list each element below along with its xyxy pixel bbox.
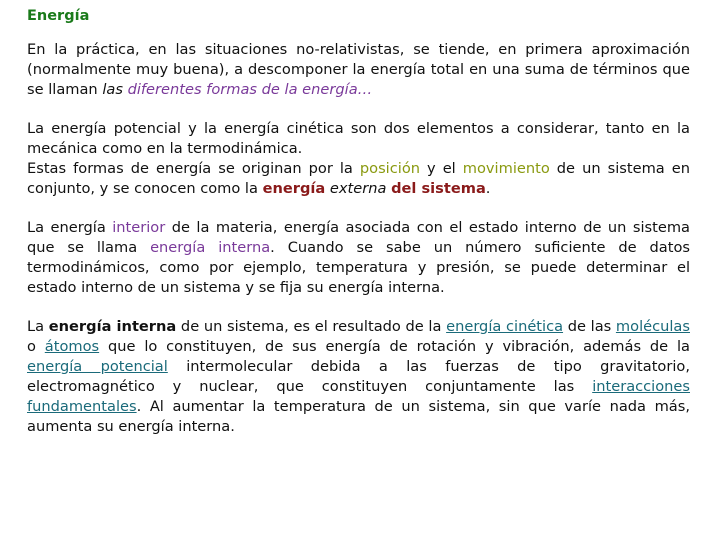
link-moleculas[interactable]: moléculas [615,318,690,335]
p4-energia-interna: energía interna [48,318,177,335]
p4-text-d: de las [563,318,616,335]
link-atomos[interactable]: átomos [44,338,100,355]
p3-text-e: . Cuando se sabe un número suficiente de datos termodinámicos, como por ejemplo, temperatura y presión, se puede determinar el estado interno de un sistema y se fija su energía interna. [27,239,691,296]
paragraph-1 [27,40,690,100]
paragraph-2 [27,119,690,199]
p4-text-h: . Al aumentar la temperatura de un sistema, sin que varíe nada más, aumenta su energía interna. [27,398,690,435]
p4-text-c: de un sistema, es el resultado de la [176,318,447,335]
p2-externa: externa [329,180,387,197]
p3-text-c: de la materia, energía asociada con el estado interno de un sistema que se llama [27,219,691,256]
p2-period: . [485,180,491,197]
p2-movimiento: movimiento [462,160,550,177]
p2-text-f: de un sistema en conjunto, y se conocen como la [27,160,690,197]
paragraph-3 [27,218,690,298]
link-energia-potencial[interactable]: energía potencial [27,358,168,375]
p2-text-b: Estas formas de energía se originan por la [27,160,360,177]
p2-del-sistema: del sistema [391,180,486,197]
p4-text-e: o [27,338,45,355]
link-interacciones-fundamentales[interactable]: interacciones fundamentales [27,378,690,415]
p2-text-d: y el [420,160,463,177]
p3-energia-interna: energía interna [150,239,271,256]
link-energia-cinetica[interactable]: energía cinética [446,318,564,335]
p4-text-a: La [27,318,49,335]
p1-las: las [102,81,123,98]
p3-text-a: La energía [27,219,113,236]
p2-energia: energía [262,180,326,197]
p4-text-g: intermolecular debida a las fuerzas de tipo gravitatorio, electromagnético y nuclear, que constituyen conjuntamente las [27,358,690,395]
p2-posicion: posición [359,160,420,177]
p1-formas-energia: diferentes formas de la energía… [127,81,373,98]
paragraph-4 [27,317,690,437]
p1-text: En la práctica, en las situaciones no-relativistas, se tiende, en primera aproximación (normalmente muy buena), a descomponer la energía total en una suma de términos que se llaman [27,41,690,98]
page-title: Energía [27,8,90,24]
p3-interior: interior [112,219,166,236]
p4-text-f: que lo constituyen, de sus energía de rotación y vibración, además de la [99,338,690,355]
p2-line-1: La energía potencial y la energía cinética son dos elementos a considerar, tanto en la mecánica como en la termodinámica. [27,120,690,157]
